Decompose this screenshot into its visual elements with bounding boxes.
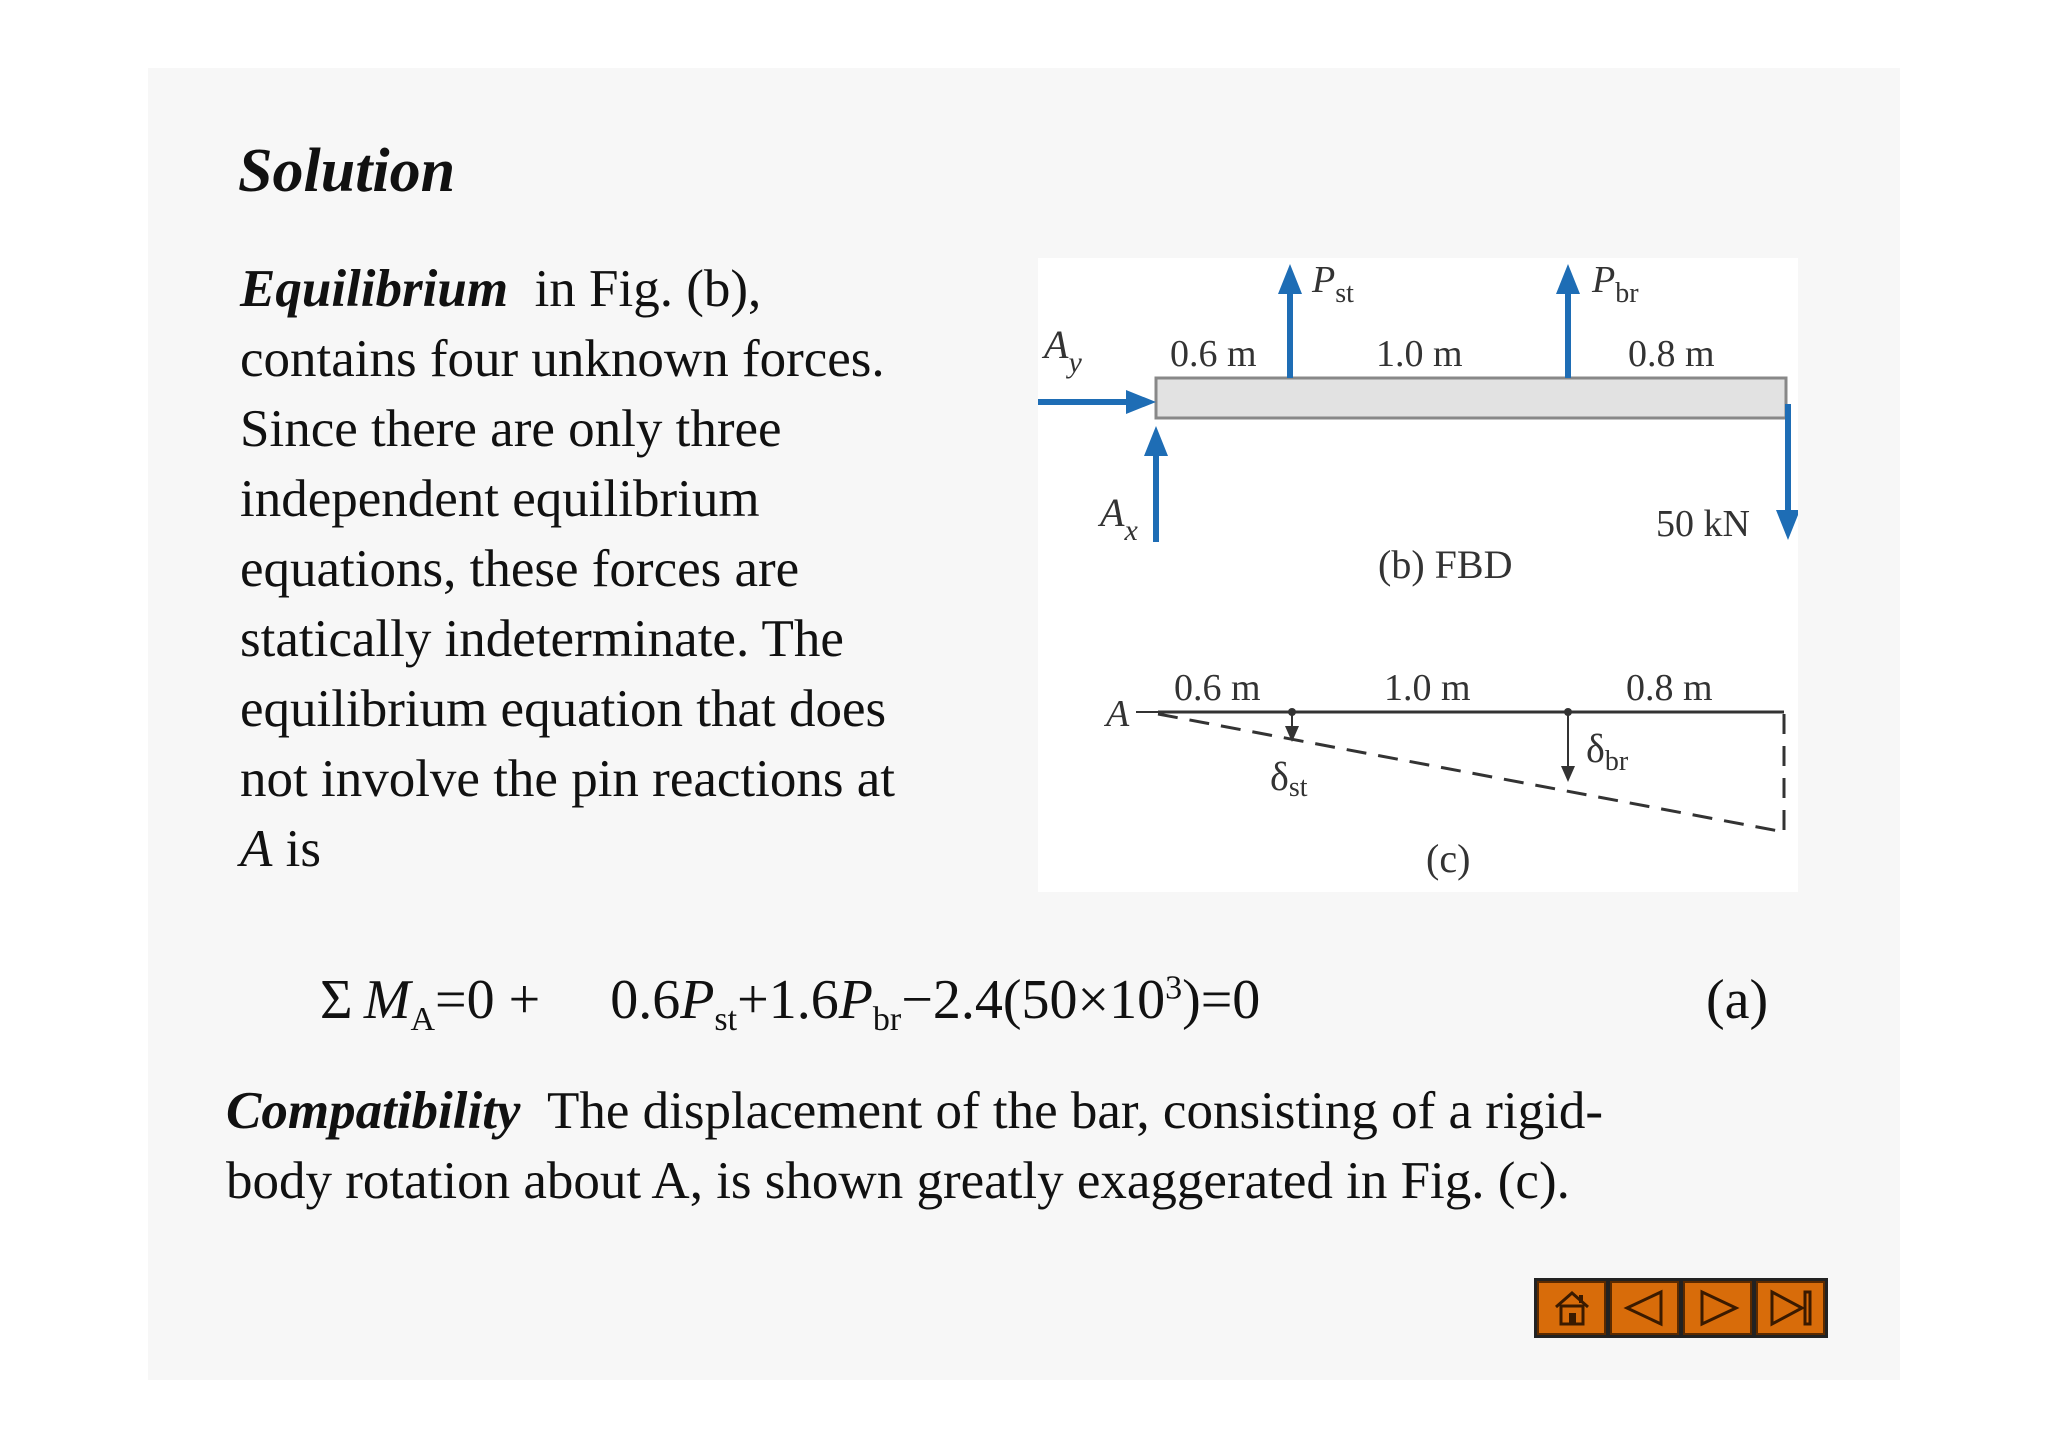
disp-caption: (c) (1426, 836, 1471, 881)
figure-svg (1038, 258, 1798, 892)
home-button[interactable] (1537, 1281, 1606, 1335)
delta-br-label: $\delta_{br}$ (1586, 726, 1629, 777)
ay-arrow-head (1126, 390, 1156, 414)
previous-button[interactable] (1610, 1281, 1679, 1335)
pst-label: $P_{st}$ (1312, 259, 1354, 309)
para-line-4: equations, these forces are (240, 540, 800, 598)
para-line-3: independent equilibrium (240, 470, 760, 528)
delta-st-label: δst (1270, 754, 1308, 803)
eq-c1: 0.6 (610, 969, 681, 1031)
next-icon (1696, 1289, 1740, 1327)
pbr-label: $P_{br}$ (1592, 259, 1639, 309)
equation-tag: (a) (1706, 969, 1769, 1031)
eq-p1-sub: st (714, 1001, 738, 1039)
last-button[interactable] (1756, 1281, 1825, 1335)
eq-part1: =0 + (435, 969, 541, 1031)
eq-c2: 1.6 (768, 969, 839, 1031)
pbr-arrow-head (1556, 264, 1580, 294)
moment-equation (320, 968, 1260, 1039)
point-a-label: A (1106, 693, 1130, 735)
load-label: 50 kN (1656, 503, 1750, 545)
compat-line-2: body rotation about A, is shown greatly exaggerated in Fig. (c). (226, 1152, 1570, 1210)
eq-op1: + (737, 969, 769, 1031)
last-icon (1768, 1289, 1814, 1327)
para-line-5: statically indeterminate. The (240, 610, 844, 668)
para-line-7: not involve the pin reactions at (240, 750, 895, 808)
delta-br-arrow-head (1561, 766, 1575, 782)
nav-bar (1534, 1278, 1828, 1338)
compatibility-label: Compatibility (226, 1082, 521, 1140)
eq-tail: 2.4(50×10 (932, 969, 1166, 1031)
eq-end: )=0 (1182, 969, 1261, 1031)
eq-m: M (363, 969, 411, 1031)
disp-dim-3: 0.8 m (1626, 667, 1713, 709)
equilibrium-paragraph (240, 254, 1000, 884)
para-line-2: Since there are only three (240, 400, 782, 458)
disp-dim-2: 1.0 m (1384, 667, 1471, 709)
eq-p2: P (838, 969, 873, 1031)
fbd-caption: (b) FBD (1378, 542, 1513, 587)
para-line-0: in Fig. (b), (534, 260, 762, 318)
equilibrium-label: Equilibrium (240, 260, 509, 318)
home-icon (1552, 1289, 1592, 1327)
compatibility-paragraph (226, 1076, 1866, 1216)
beam (1156, 378, 1786, 418)
para-line-8: is (272, 820, 321, 878)
eq-op2: − (901, 969, 933, 1031)
eq-p2-sub: br (872, 1001, 902, 1039)
fbd-dim-2: 1.0 m (1376, 333, 1463, 375)
para-var-a: A (240, 820, 273, 878)
next-button[interactable] (1683, 1281, 1752, 1335)
pst-arrow-head (1278, 264, 1302, 294)
deformed-bar (1158, 714, 1784, 832)
para-line-1: contains four unknown forces. (240, 330, 885, 388)
para-line-6: equilibrium equation that does (240, 680, 887, 738)
eq-m-sub: A (410, 1001, 436, 1039)
previous-icon (1623, 1289, 1667, 1327)
fbd-dim-3: 0.8 m (1628, 333, 1715, 375)
eq-exp: 3 (1165, 969, 1183, 1007)
ax-arrow-head (1144, 426, 1168, 456)
sigma-symbol: Σ (320, 969, 353, 1031)
compat-line-1: The displacement of the bar, consisting of a rigid- (546, 1082, 1604, 1140)
ay-label: $A_y$ (1044, 322, 1082, 379)
slide-title: Solution (238, 137, 456, 205)
eq-p1: P (680, 969, 715, 1031)
disp-dim-1: 0.6 m (1174, 667, 1261, 709)
fbd-dim-1: 0.6 m (1170, 333, 1257, 375)
load-arrow-head (1776, 510, 1798, 540)
figure-panel (1038, 258, 1798, 892)
ax-label: $A_x$ (1100, 490, 1138, 547)
